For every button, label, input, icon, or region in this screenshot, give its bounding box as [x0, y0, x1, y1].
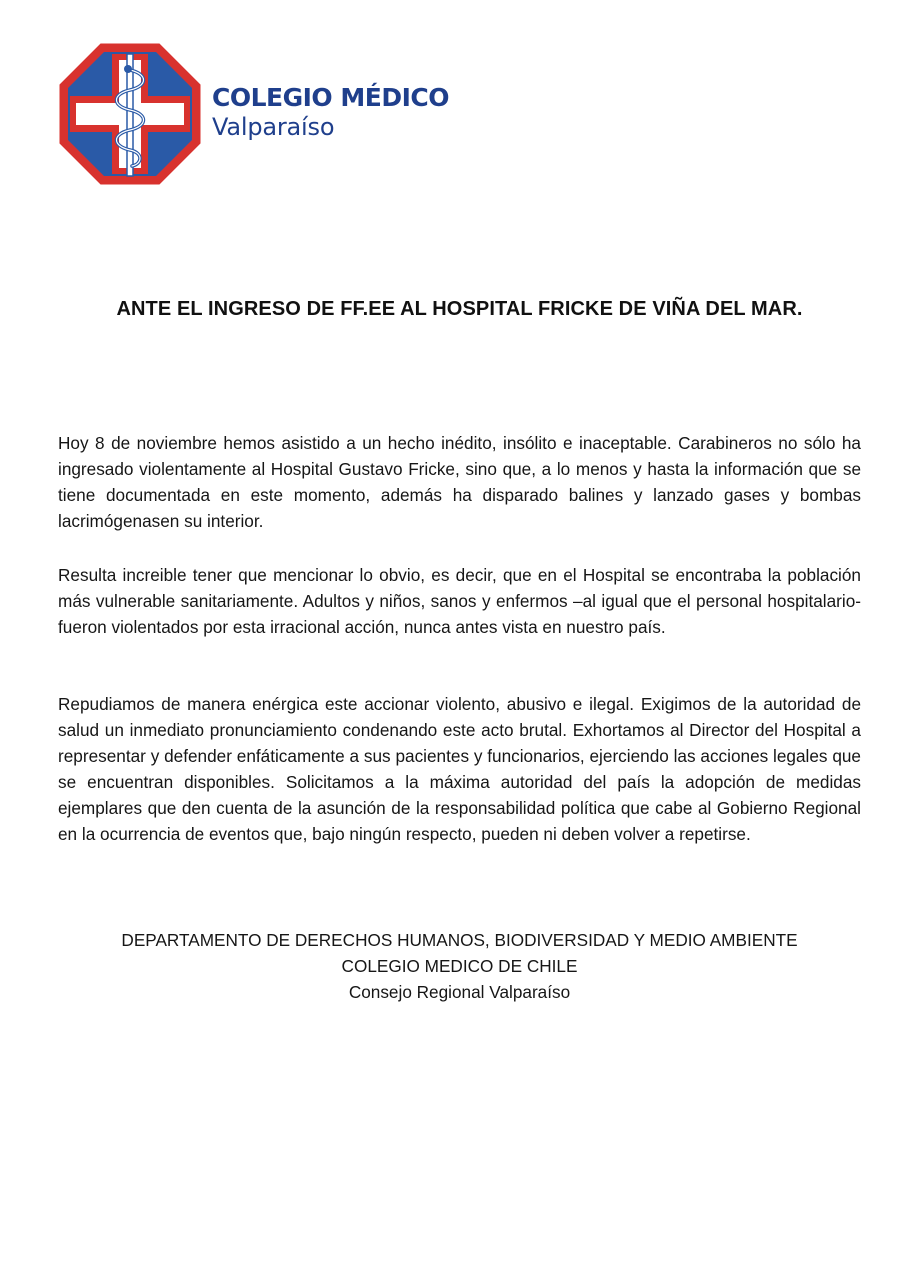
signature-council: Consejo Regional Valparaíso: [348, 982, 571, 1002]
org-name: COLEGIO MÉDICO: [212, 83, 449, 112]
paragraph-1: Hoy 8 de noviembre hemos asistido a un hecho inédito, insólito e inaceptable. Carabineros no sólo ha ingresado violentamente al Hospital Gustavo Fricke, sino que, a lo menos y hasta la información que se tiene documentada en este momento, además ha disparado balines y lanzado gases y bombas lacrimógenasen su interior.: [58, 433, 861, 531]
signature-department: DEPARTAMENTO DE DERECHOS HUMANOS, BIODIVERSIDAD Y MEDIO AMBIENTE: [121, 930, 798, 950]
brand-block: [212, 83, 449, 141]
paragraph-3: Repudiamos de manera enérgica este accionar violento, abusivo e ilegal. Exigimos de la autoridad de salud un inmediato pronunciamiento condenando este acto brutal. Exhortamos al Director del Hospital a representar y defender enfáticamente a sus pacientes y funcionarios, ejerciendo las acciones legales que se encuentran disponibles. Solicitamos a la máxima autoridad del país la adopción de medidas ejemplares que den cuenta de la asunción de la responsabilidad política que cabe al Gobierno Regional en la ocurrencia de eventos que, bajo ningún respecto, pueden ni deben volver a repetirse.: [58, 694, 861, 844]
page-title: ANTE EL INGRESO DE FF.EE AL HOSPITAL FRICKE DE VIÑA DEL MAR.: [116, 298, 803, 320]
org-region: Valparaíso: [212, 113, 335, 141]
colegio-medico-logo-icon: [56, 40, 204, 188]
signature-organization: COLEGIO MEDICO DE CHILE: [341, 956, 578, 976]
signature-block: [30, 927, 889, 1005]
paragraph-2: Resulta increible tener que mencionar lo obvio, es decir, que en el Hospital se encontraba la población más vulnerable sanitariamente. Adultos y niños, sanos y enfermos –al igual que el personal hospitalario- fueron violentados por esta irracional acción, nunca antes vista en nuestro país.: [58, 565, 861, 637]
